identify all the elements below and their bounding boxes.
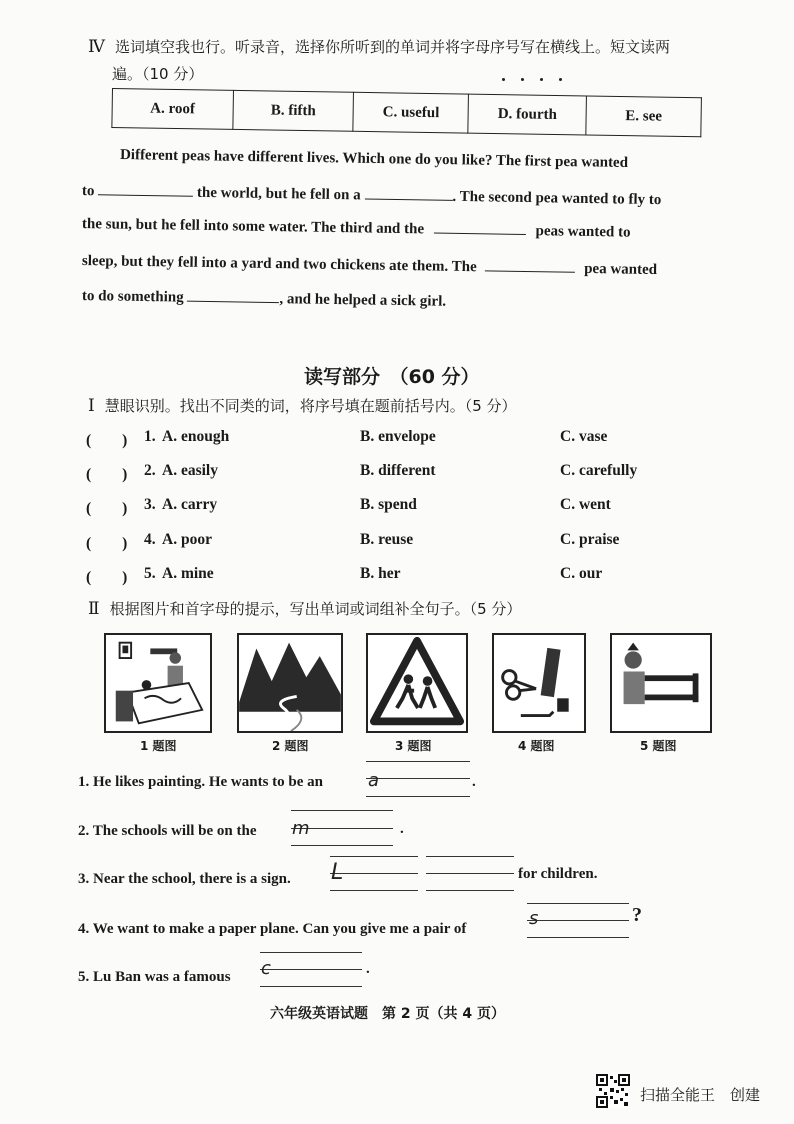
- choice-a: A. mine: [162, 565, 214, 582]
- picture-4-scissors-and-glue: [492, 633, 586, 733]
- page-footer: 六年级英语试题 第 2 页（共 4 页）: [270, 1006, 505, 1022]
- passage-line-4: sleep, but they fell into a yard and two chickens ate them. The pea wanted: [81, 253, 658, 279]
- section-4-instruction-line1: 选词填空我也行。听录音，选择你所听到的单词并将字母序号写在横线上。短文读两: [114, 38, 670, 56]
- sentence-1: 1. He likes painting. He wants to be an: [78, 774, 324, 790]
- picture-1-painter: [104, 633, 212, 733]
- answer-parentheses[interactable]: ( ): [86, 535, 128, 552]
- blank-2[interactable]: [364, 184, 452, 200]
- choice-c: C. went: [560, 496, 611, 513]
- caption-1: 1 题图: [140, 739, 177, 753]
- sentence-4: 4. We want to make a paper plane. Can you give me a pair of: [78, 921, 467, 937]
- blank-5[interactable]: [187, 287, 279, 303]
- option-d: D. fourth: [468, 94, 586, 135]
- choice-c: C. our: [560, 565, 603, 582]
- passage-line-3: the sun, but he fell into some water. The third and the peas wanted to: [81, 216, 631, 241]
- part-2-numeral: Ⅱ: [88, 599, 100, 618]
- choice-b: B. different: [360, 462, 436, 479]
- answer-line-5[interactable]: [260, 986, 362, 987]
- answer-parentheses[interactable]: ( ): [86, 466, 128, 483]
- blank-4[interactable]: [485, 256, 575, 272]
- answer-line-3b[interactable]: [426, 890, 514, 891]
- choice-a: A. enough: [162, 428, 230, 445]
- option-a: A. roof: [112, 89, 233, 130]
- sentence-3: 3. Near the school, there is a sign.: [78, 871, 291, 887]
- section-4-instruction-line2: 遍。（10 分）: [112, 65, 204, 83]
- qr-code-icon: [596, 1074, 630, 1108]
- passage-line-1: Different peas have different lives. Which one do you like? The first pea wanted: [119, 147, 629, 171]
- choice-b: B. envelope: [360, 428, 436, 445]
- blank-1[interactable]: [98, 180, 193, 196]
- section-4-numeral: Ⅳ: [88, 37, 105, 56]
- watermark-text: 扫描全能王 创建: [640, 1086, 761, 1104]
- answer-line-4[interactable]: [527, 937, 629, 938]
- reading-writing-title: 读写部分 （60 分）: [304, 366, 480, 388]
- answer-line-2[interactable]: [291, 845, 393, 846]
- picture-2-mountains: [237, 633, 343, 733]
- choice-a: A. carry: [162, 496, 218, 513]
- passage-line-5: to do something , and he helped a sick girl.: [81, 288, 447, 310]
- sentence-2: 2. The schools will be on the: [78, 823, 257, 839]
- picture-5-carpenter: [610, 633, 712, 733]
- passage-line-2: to the world, but he fell on a . The second pea wanted to fly to: [82, 180, 662, 209]
- choice-c: C. praise: [560, 531, 620, 548]
- guide-line: [366, 778, 470, 779]
- caption-4: 4 题图: [518, 739, 555, 753]
- answer-parentheses[interactable]: ( ): [86, 500, 128, 517]
- choice-c: C. carefully: [560, 462, 638, 479]
- hint-letter-5: c: [261, 958, 271, 979]
- question-number: 3.: [144, 496, 156, 513]
- guide-line: [366, 761, 470, 762]
- choice-c: C. vase: [560, 428, 608, 445]
- question-number: 4.: [144, 531, 156, 548]
- choice-a: A. easily: [162, 462, 218, 479]
- hint-letter-4: s: [529, 908, 539, 929]
- question-number: 5.: [144, 565, 156, 582]
- part-1-instruction: Ⅰ 慧眼识别。找出不同类的词，将序号填在题前括号内。（5 分）: [88, 396, 517, 415]
- choice-a: A. poor: [162, 531, 212, 548]
- word-options-table: [111, 88, 702, 157]
- part-2-instruction: Ⅱ 根据图片和首字母的提示，写出单词或词组补全句子。（5 分）: [88, 599, 522, 618]
- choice-b: B. her: [360, 565, 401, 582]
- answer-line-3a[interactable]: [330, 890, 418, 891]
- hint-letter-1: a: [368, 770, 380, 791]
- sentence-5: 5. Lu Ban was a famous: [78, 969, 231, 985]
- answer-parentheses[interactable]: ( ): [86, 432, 128, 449]
- hint-letter-3: L: [331, 860, 344, 885]
- emphasis-dots: [502, 78, 562, 81]
- option-c: C. useful: [353, 92, 468, 133]
- caption-5: 5 题图: [640, 739, 677, 753]
- section-4-instruction: [88, 38, 670, 55]
- part-1-numeral: Ⅰ: [88, 396, 95, 415]
- answer-parentheses[interactable]: ( ): [86, 569, 128, 586]
- choice-b: B. spend: [360, 496, 417, 513]
- caption-3: 3 题图: [395, 739, 432, 753]
- choice-b: B. reuse: [360, 531, 414, 548]
- question-number: 1.: [144, 428, 156, 445]
- option-e: E. see: [586, 96, 701, 137]
- hint-letter-2: m: [292, 818, 310, 839]
- caption-2: 2 题图: [272, 739, 309, 753]
- question-number: 2.: [144, 462, 156, 479]
- answer-line-1[interactable]: [366, 796, 470, 797]
- option-b: B. fifth: [233, 90, 354, 131]
- blank-3[interactable]: [434, 219, 526, 235]
- picture-3-children-crossing-sign: [366, 633, 468, 733]
